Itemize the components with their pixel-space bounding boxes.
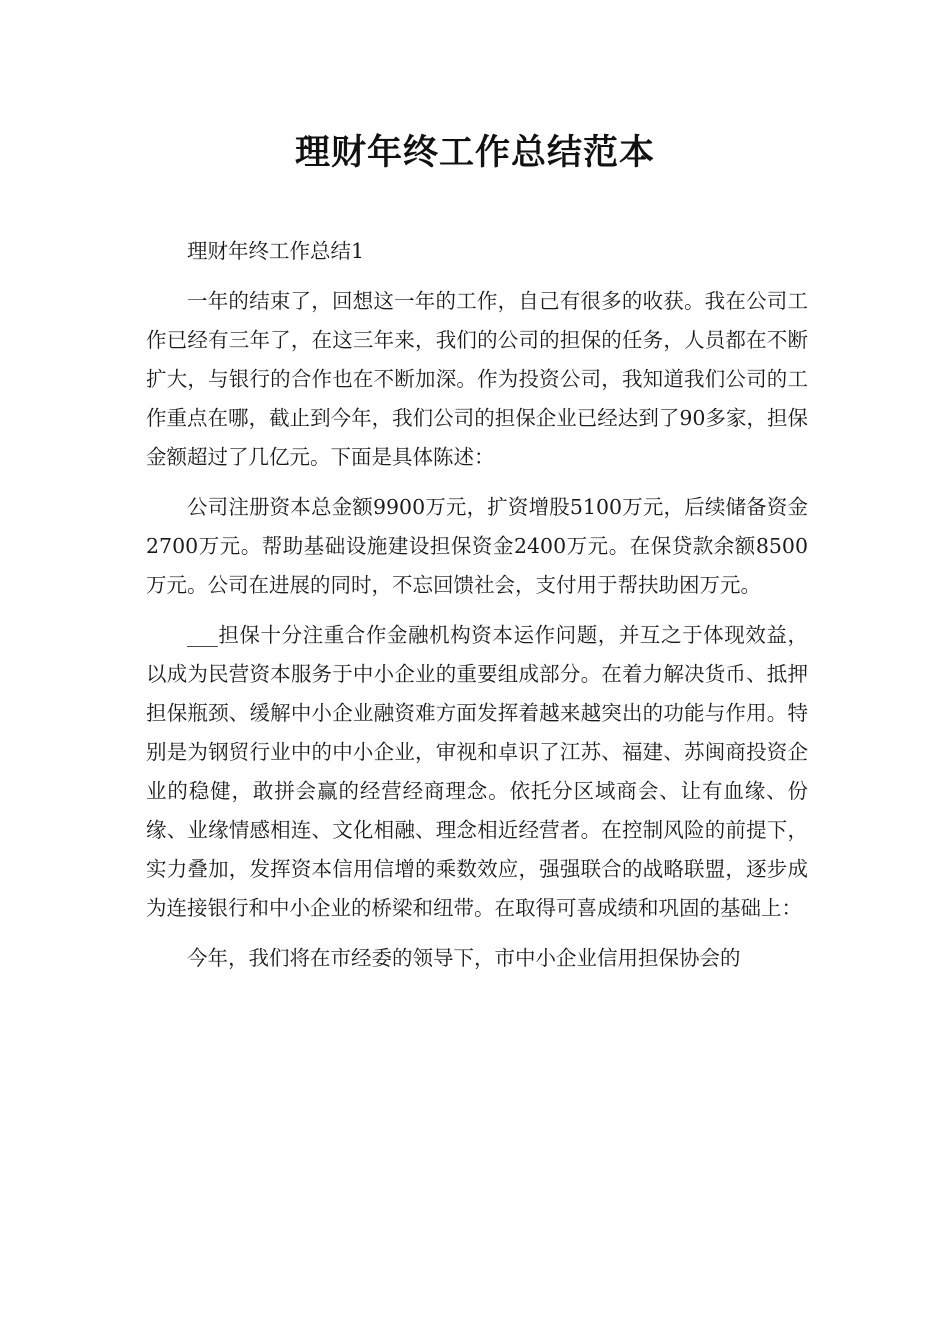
paragraph: 今年，我们将在市经委的领导下，市中小企业信用担保协会的 <box>187 946 741 970</box>
document-body <box>146 232 808 989</box>
document-title: 理财年终工作总结范本 <box>294 133 655 173</box>
paragraph: 一年的结束了，回想这一年的工作，自己有很多的收获。我在公司工作已经有三年了，在这三年来，我们的公司的担保的任务，人员都在不断扩大，与银行的合作也在不断加深。作为投资公司，我知道我们公司的工作重点在哪，截止到今年，我们公司的担保企业已经达到了90多家，担保金额超过了几亿元。下面是具体陈述： <box>146 289 808 469</box>
paragraph: ___担保十分注重合作金融机构资本运作问题，并互之于体现效益，以成为民营资本服务于中小企业的重要组成部分。在着力解决货币、抵押担保瓶颈、缓解中小企业融资难方面发挥着越来越突出的功能与作用。特别是为钢贸行业中的中小企业，审视和卓识了江苏、福建、苏闽商投资企业的稳健，敢拼会赢的经营经商理念。依托分区域商会、让有血缘、份缘、业缘情感相连、文化相融、理念相近经营者。在控制风险的前提下，实力叠加，发挥资本信用信增的乘数效应，强强联合的战略联盟，逐步成为连接银行和中小企业的桥梁和纽带。在取得可喜成绩和巩固的基础上： <box>146 623 808 920</box>
paragraph: 公司注册资本总金额9900万元，扩资增股5100万元，后续储备资金2700万元。帮助基础设施建设担保资金2400万元。在保贷款余额8500万元。公司在进展的同时，不忘回馈社会，支付用于帮扶助困万元。 <box>146 495 808 597</box>
section-heading: 理财年终工作总结1 <box>187 239 365 263</box>
